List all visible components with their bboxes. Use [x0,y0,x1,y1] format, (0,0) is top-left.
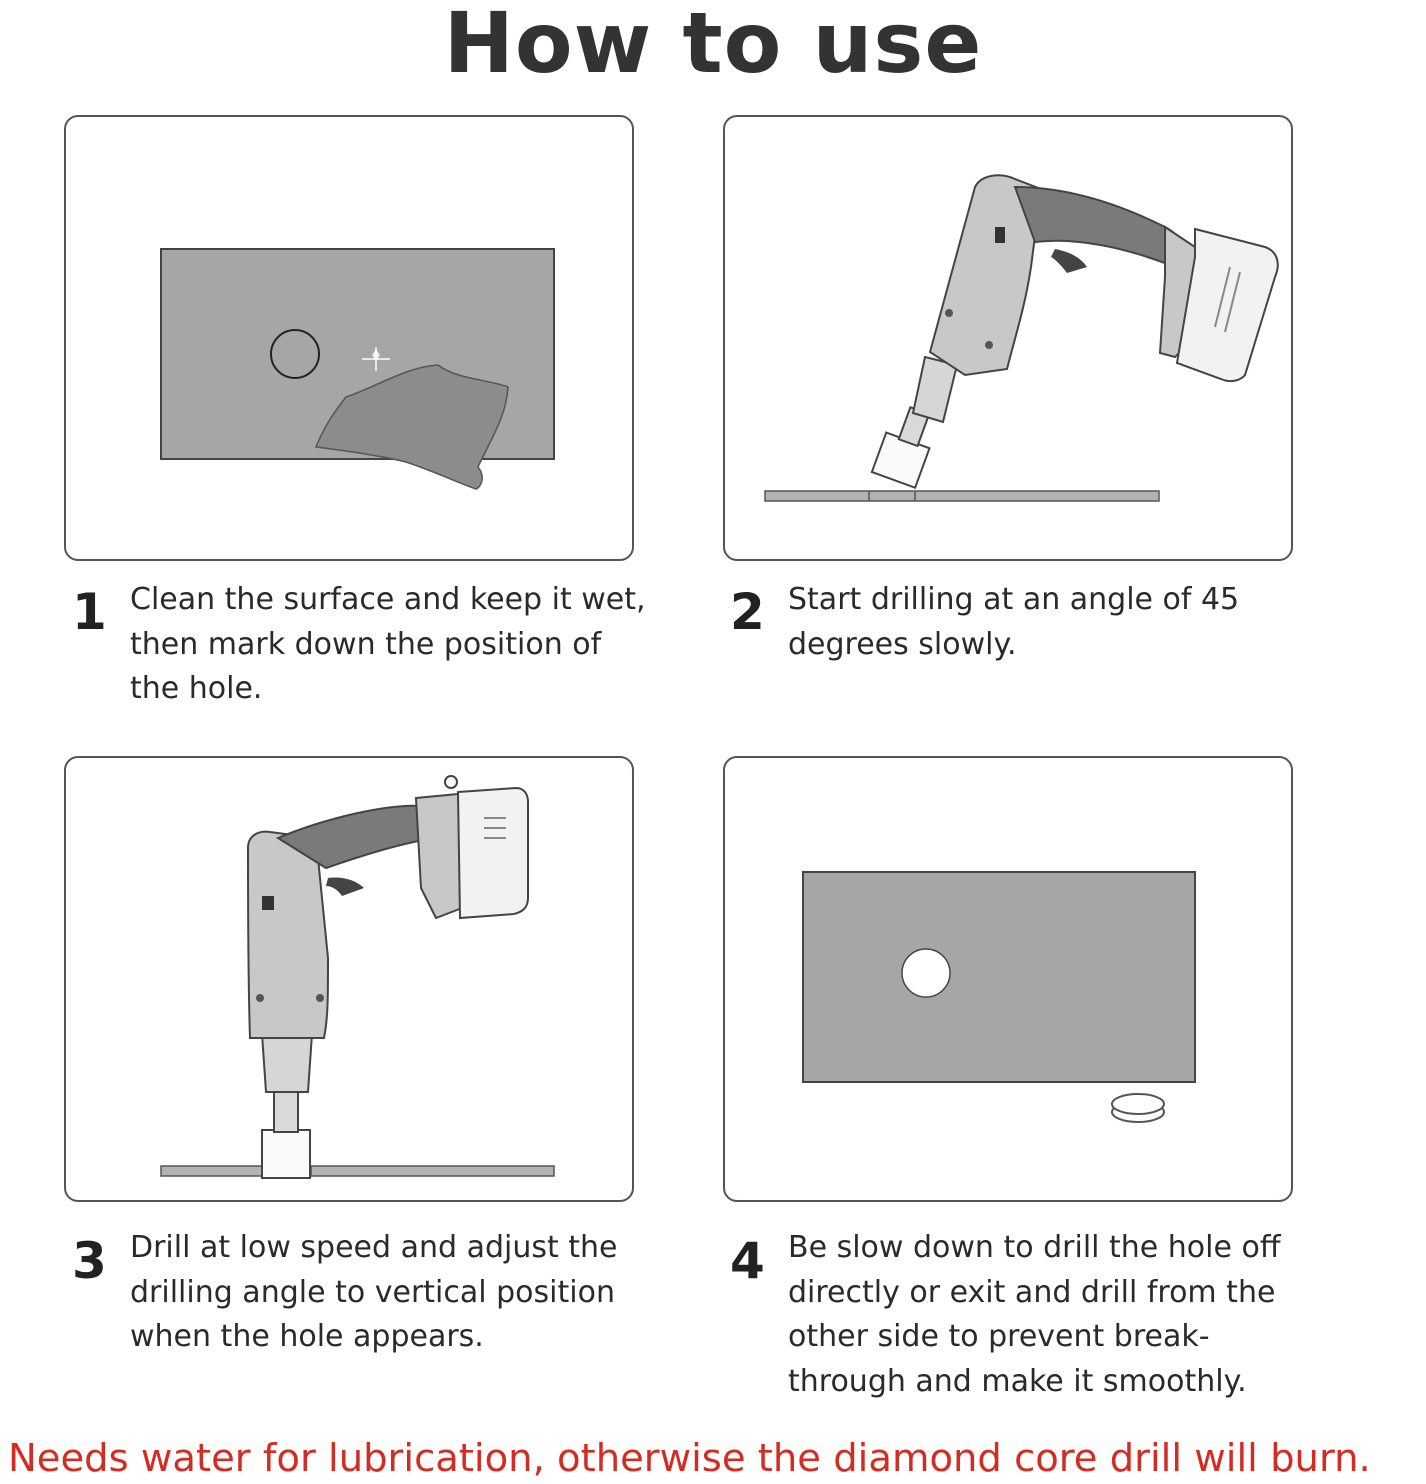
core-ring-icon [1112,1094,1164,1122]
step-2-illustration [723,115,1293,561]
step-4-illustration [723,756,1293,1202]
step-2-number: 2 [730,583,765,641]
drill-icon [872,175,1278,487]
tile-side-icon [161,1166,554,1176]
step-4-text: Be slow down to drill the hole off directly or exit and drill from the other side to prevent break-through and make it smoothly. [788,1230,1281,1399]
step-2-text: Start drilling at an angle of 45 degrees slowly. [788,582,1240,662]
tile-with-hole-icon [803,872,1195,1082]
lubrication-warning: Needs water for lubrication, otherwise the diamond core drill will burn. [8,1436,1371,1481]
drill-icon [248,776,528,1178]
step-1-illustration [64,115,634,561]
step-4-number: 4 [730,1232,765,1290]
step-1-text: Clean the surface and keep it wet, then mark down the position of the hole. [130,582,646,706]
page-title: How to use [443,0,983,92]
step-3-illustration [64,756,634,1202]
step-1-number: 1 [72,583,107,641]
step-3-number: 3 [72,1232,107,1290]
step-3-text: Drill at low speed and adjust the drilling angle to vertical position when the hole appears. [130,1230,618,1354]
tile-side-icon [765,491,1159,501]
